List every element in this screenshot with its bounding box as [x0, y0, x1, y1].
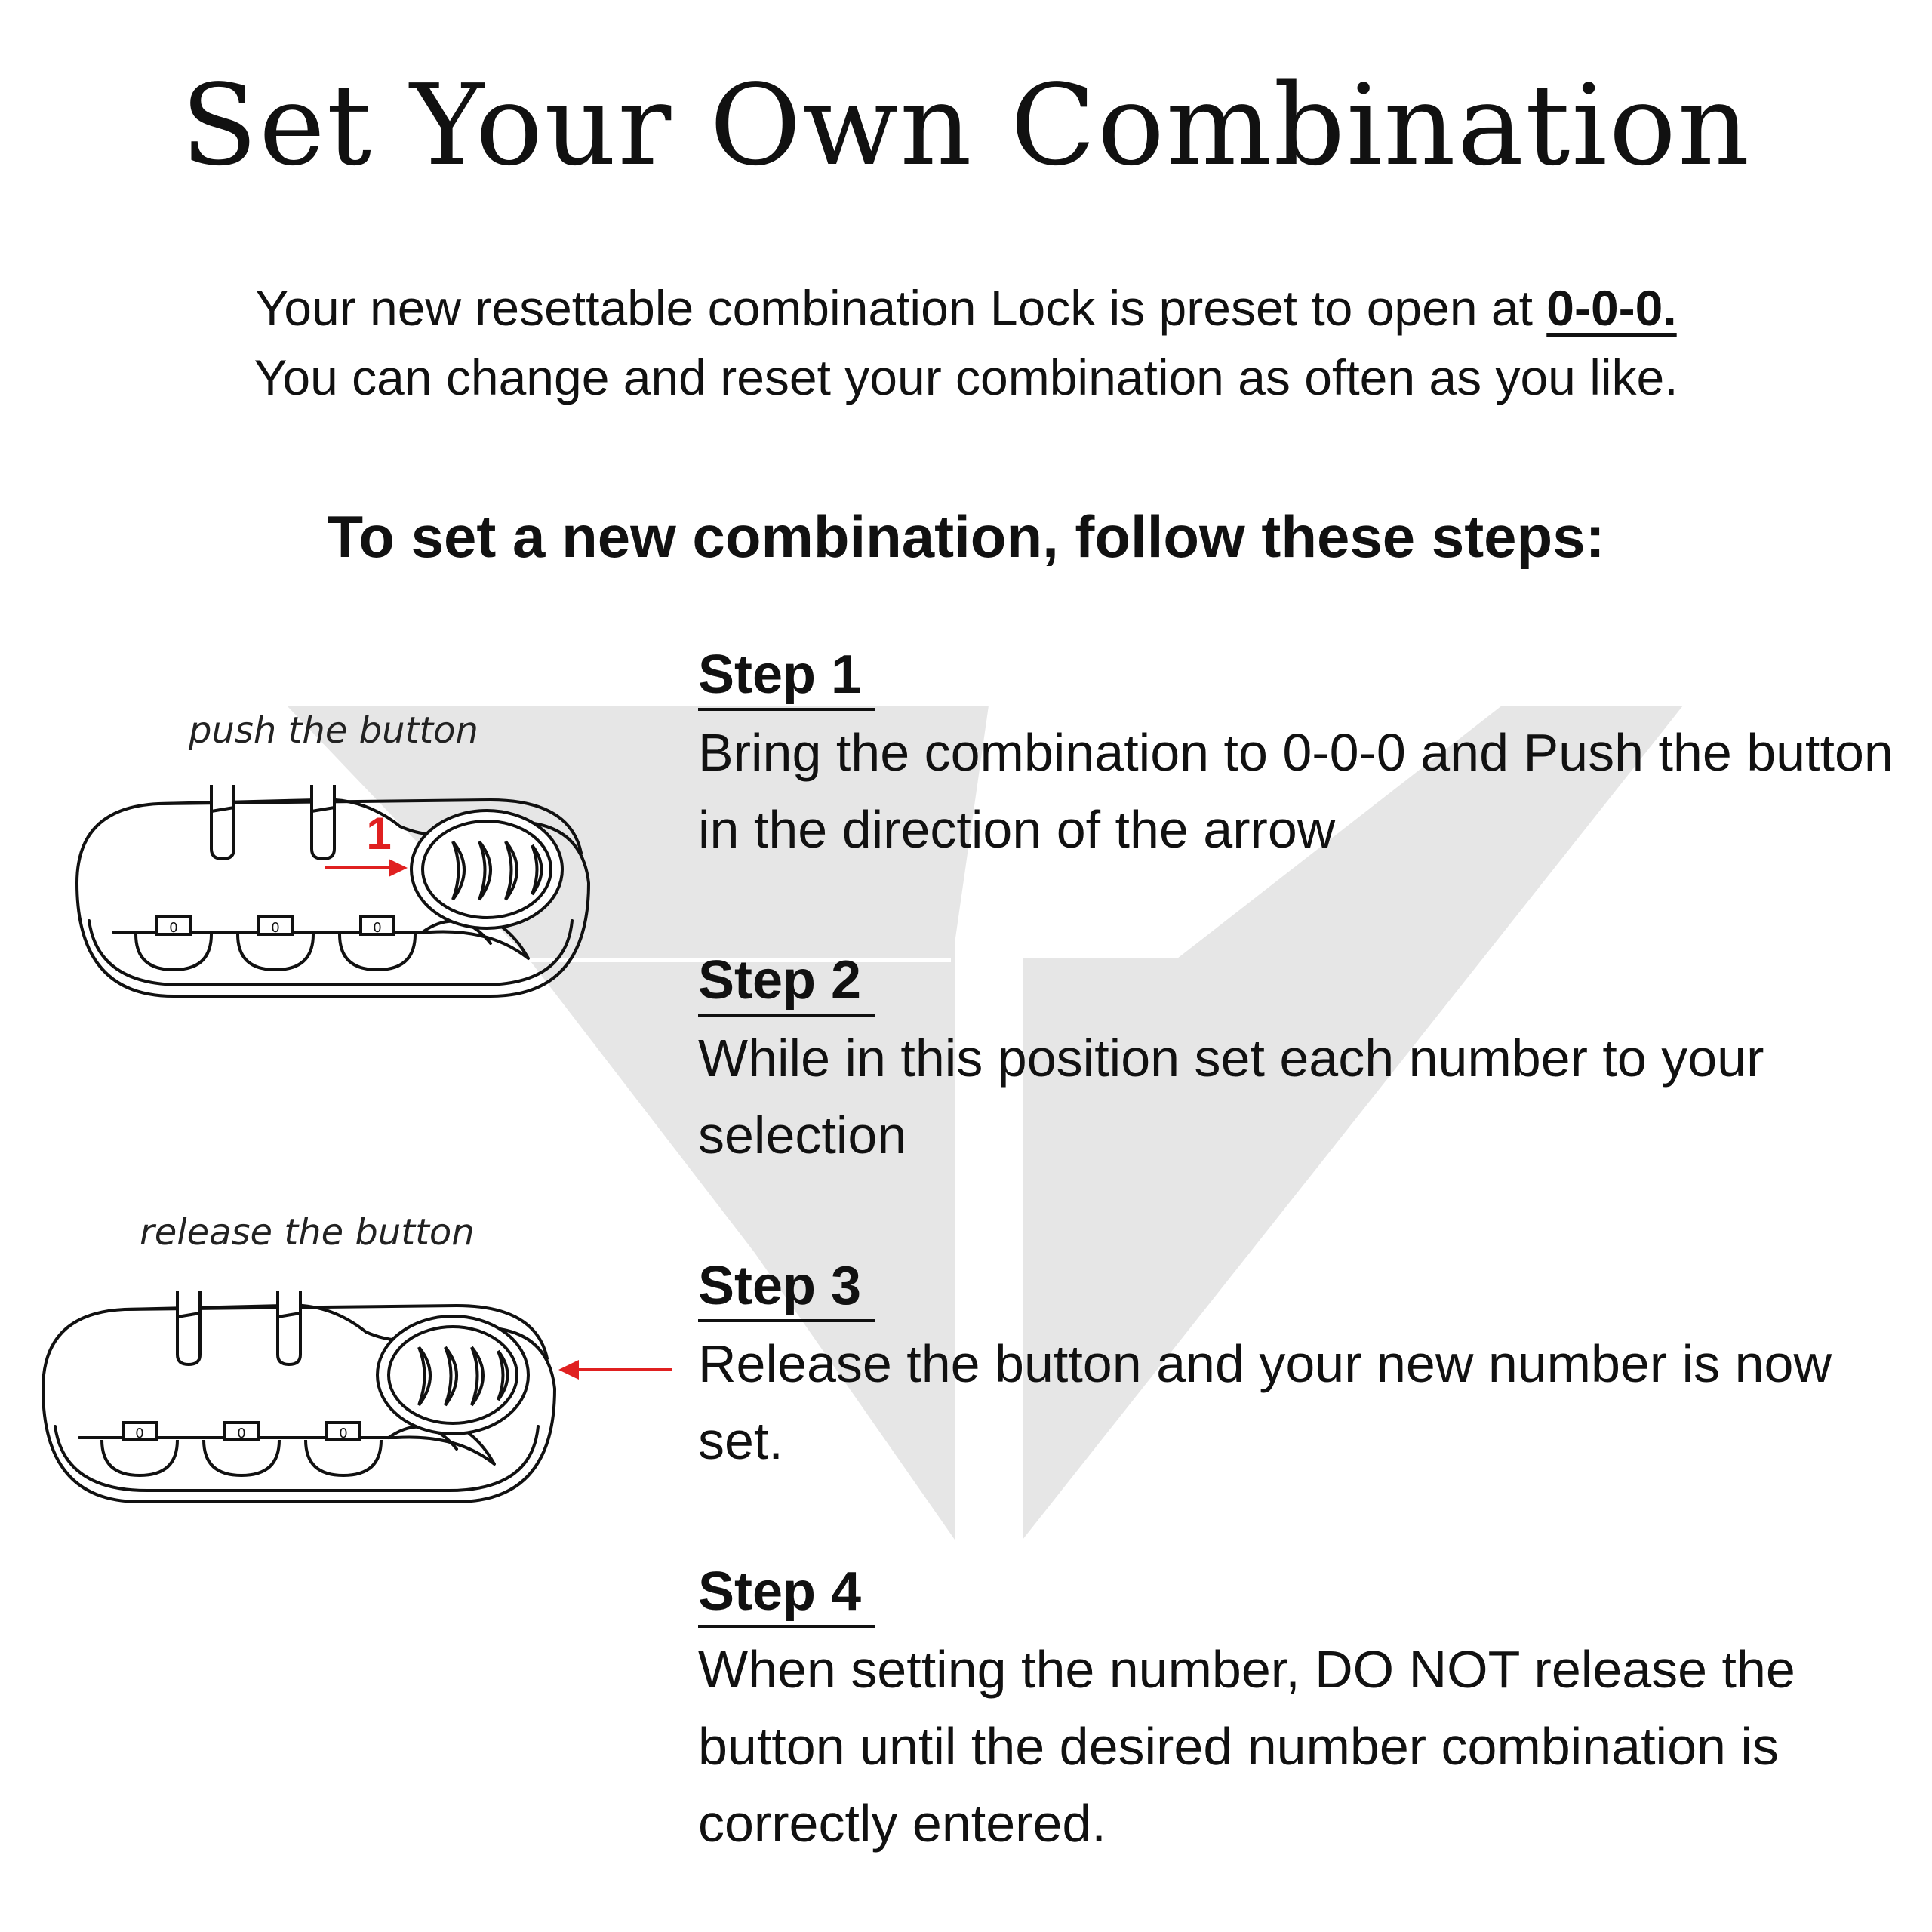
- step-2: [698, 947, 1921, 1174]
- release-caption: release the button: [140, 1211, 475, 1254]
- step-3: [698, 1253, 1921, 1479]
- dial-digit-1: 0: [135, 1426, 144, 1441]
- preset-code: 0-0-0.: [1546, 280, 1677, 336]
- step-1-title: Step 1: [698, 641, 875, 711]
- step-4-title: Step 4: [698, 1558, 875, 1628]
- step-3-text: Release the button and your new number is now set.: [698, 1334, 1832, 1470]
- step-4-text: When setting the number, DO NOT release the button until the desired number combination is correctly entered.: [698, 1640, 1795, 1853]
- dial-digit-2: 0: [237, 1426, 246, 1441]
- step-1-text: Bring the combination to 0-0-0 and Push the button in the direction of the arrow: [698, 723, 1894, 859]
- push-step-number: 1: [366, 808, 392, 859]
- dial-digit-3: 0: [339, 1426, 348, 1441]
- intro-text: [0, 273, 1932, 412]
- lock-push-illustration: [68, 770, 596, 1011]
- dial-digit-3: 0: [373, 920, 382, 936]
- dial-digit-2: 0: [271, 920, 280, 936]
- intro-line-2: You can change and reset your combination as often as you like.: [254, 349, 1678, 405]
- release-arrow-icon: [555, 1351, 675, 1389]
- step-4: [698, 1558, 1921, 1862]
- step-2-title: Step 2: [698, 947, 875, 1017]
- dial-digit-1: 0: [169, 920, 178, 936]
- intro-line-1-prefix: Your new resettable combination Lock is preset to open at: [255, 280, 1533, 336]
- step-3-title: Step 3: [698, 1253, 875, 1322]
- page-title: Set Your Own Combination: [180, 60, 1752, 190]
- push-arrow-icon: [325, 859, 408, 877]
- lock-release-illustration: [34, 1275, 562, 1517]
- push-caption: push the button: [189, 709, 478, 752]
- step-2-text: While in this position set each number to your selection: [698, 1029, 1764, 1164]
- step-1: [698, 641, 1921, 868]
- intro-line-1: [0, 273, 1932, 343]
- release-button: [411, 811, 562, 928]
- steps-heading: To set a new combination, follow these steps:: [327, 503, 1605, 570]
- shackle-slots: [211, 785, 334, 859]
